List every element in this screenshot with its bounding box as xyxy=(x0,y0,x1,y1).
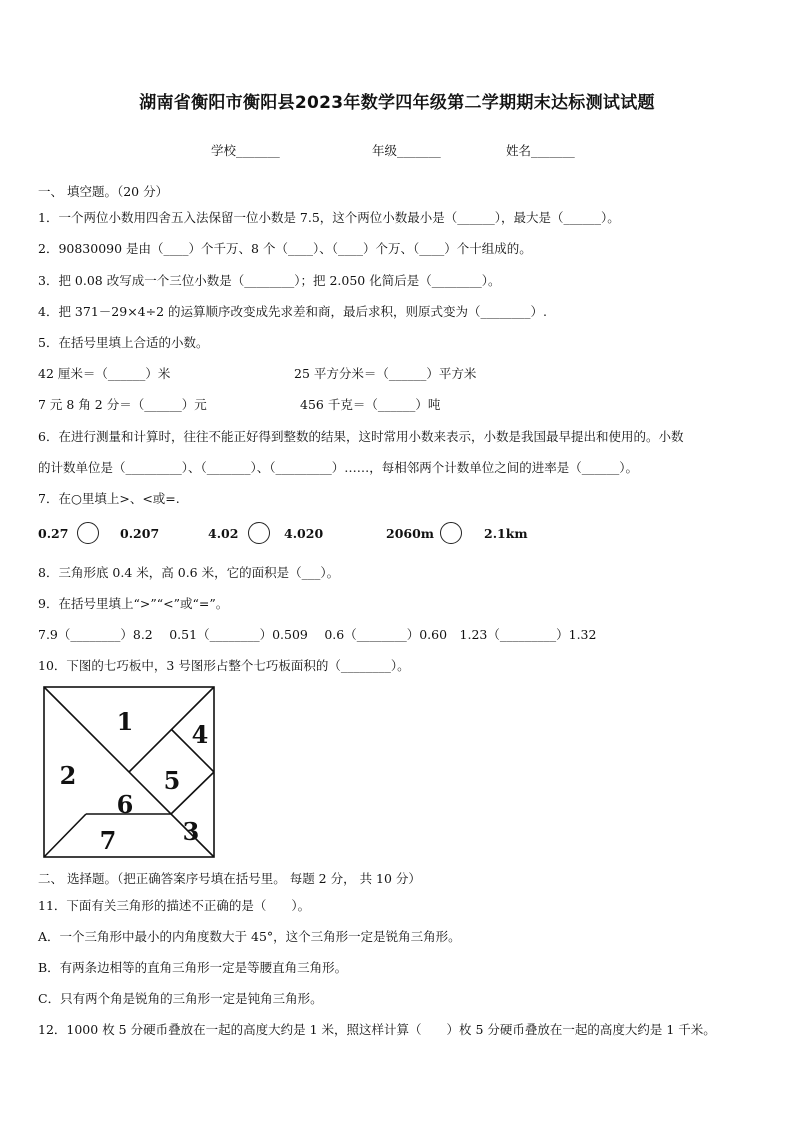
question-8: 8．三角形底 0.4 米，高 0.6 米，它的面积是（___）。 xyxy=(38,565,340,580)
question-5c: 7 元 8 角 2 分＝（______）元 xyxy=(38,397,207,412)
school-field: 学校_______ xyxy=(211,143,280,158)
question-5: 5．在括号里填上合适的小数。 xyxy=(38,335,209,350)
tangram-label-6: 6 xyxy=(116,790,134,819)
document-title: 湖南省衡阳市衡阳县2023年数学四年级第二学期期末达标测试试题 xyxy=(139,93,655,113)
compare-c-left: 2060m xyxy=(386,526,435,541)
tangram-label-4: 4 xyxy=(191,720,209,749)
tangram-figure xyxy=(40,683,220,861)
question-6-line-1: 6．在进行测量和计算时，往往不能正好得到整数的结果，这时常用小数来表示，小数是我国最早提出和使用的。小数 xyxy=(38,429,684,444)
question-6-line-2: 的计数单位是（_________）、（_______）、（_________）……，每相邻两个计数单位之间的进率是（______）。 xyxy=(38,460,639,475)
question-3: 3．把 0.08 改写成一个三位小数是（________）；把 2.050 化简后是（________）。 xyxy=(38,273,501,288)
tangram-label-7: 7 xyxy=(99,826,117,855)
compare-circle-c[interactable] xyxy=(440,522,462,544)
section-choice-heading: 二、 选择题。（把正确答案序号填在括号里。 每题 2 分， 共 10 分） xyxy=(38,871,421,886)
grade-field: 年级_______ xyxy=(372,143,441,158)
question-12: 12．1000 枚 5 分硬币叠放在一起的高度大约是 1 米，照这样计算（ ）枚 5 分硬币叠放在一起的高度大约是 1 千米。 xyxy=(38,1022,716,1037)
compare-c-right: 2.1km xyxy=(484,526,528,541)
compare-a-left: 0.27 xyxy=(38,526,69,541)
compare-b-right: 4.020 xyxy=(284,526,324,541)
question-9-items: 7.9（________）8.2 0.51（________）0.509 0.6（________）0.60 1.23（_________）1.32 xyxy=(38,627,597,642)
tangram-label-3: 3 xyxy=(182,817,200,846)
tangram-label-1: 1 xyxy=(116,707,134,736)
question-5b: 25 平方分米＝（______）平方米 xyxy=(294,366,477,381)
question-10: 10．下图的七巧板中，3 号图形占整个七巧板面积的（________）。 xyxy=(38,658,410,673)
section-fill-blank-heading: 一、 填空题。（20 分） xyxy=(38,184,169,199)
compare-circle-a[interactable] xyxy=(77,522,99,544)
compare-circle-b[interactable] xyxy=(248,522,270,544)
name-field: 姓名_______ xyxy=(506,143,575,158)
compare-a-right: 0.207 xyxy=(120,526,160,541)
question-11-option-b: B．有两条边相等的直角三角形一定是等腰直角三角形。 xyxy=(38,960,348,975)
tangram-line-7-left xyxy=(44,814,86,857)
question-11-option-c: C．只有两个角是锐角的三角形一定是钝角三角形。 xyxy=(38,991,323,1006)
question-5d: 456 千克＝（______）吨 xyxy=(300,397,441,412)
compare-b-left: 4.02 xyxy=(208,526,239,541)
question-4: 4．把 371－29×4÷2 的运算顺序改变成先求差和商，最后求积，则原式变为（________）. xyxy=(38,304,547,319)
question-11-option-a: A．一个三角形中最小的内角度数大于 45°，这个三角形一定是锐角三角形。 xyxy=(38,929,461,944)
question-9: 9．在括号里填上“>”“<”或“=”。 xyxy=(38,596,229,611)
question-1: 1．一个两位小数用四舍五入法保留一位小数是 7.5，这个两位小数最小是（______），最大是（______）。 xyxy=(38,210,620,225)
question-11: 11．下面有关三角形的描述不正确的是（ ）。 xyxy=(38,898,311,913)
tangram-label-2: 2 xyxy=(59,761,77,790)
question-7: 7．在○里填上>、<或=. xyxy=(38,491,180,506)
question-5a: 42 厘米＝（______）米 xyxy=(38,366,171,381)
question-2: 2．90830090 是由（____）个千万、8 个（____）、（____）个万、（____）个十组成的。 xyxy=(38,241,532,256)
tangram-label-5: 5 xyxy=(163,766,181,795)
